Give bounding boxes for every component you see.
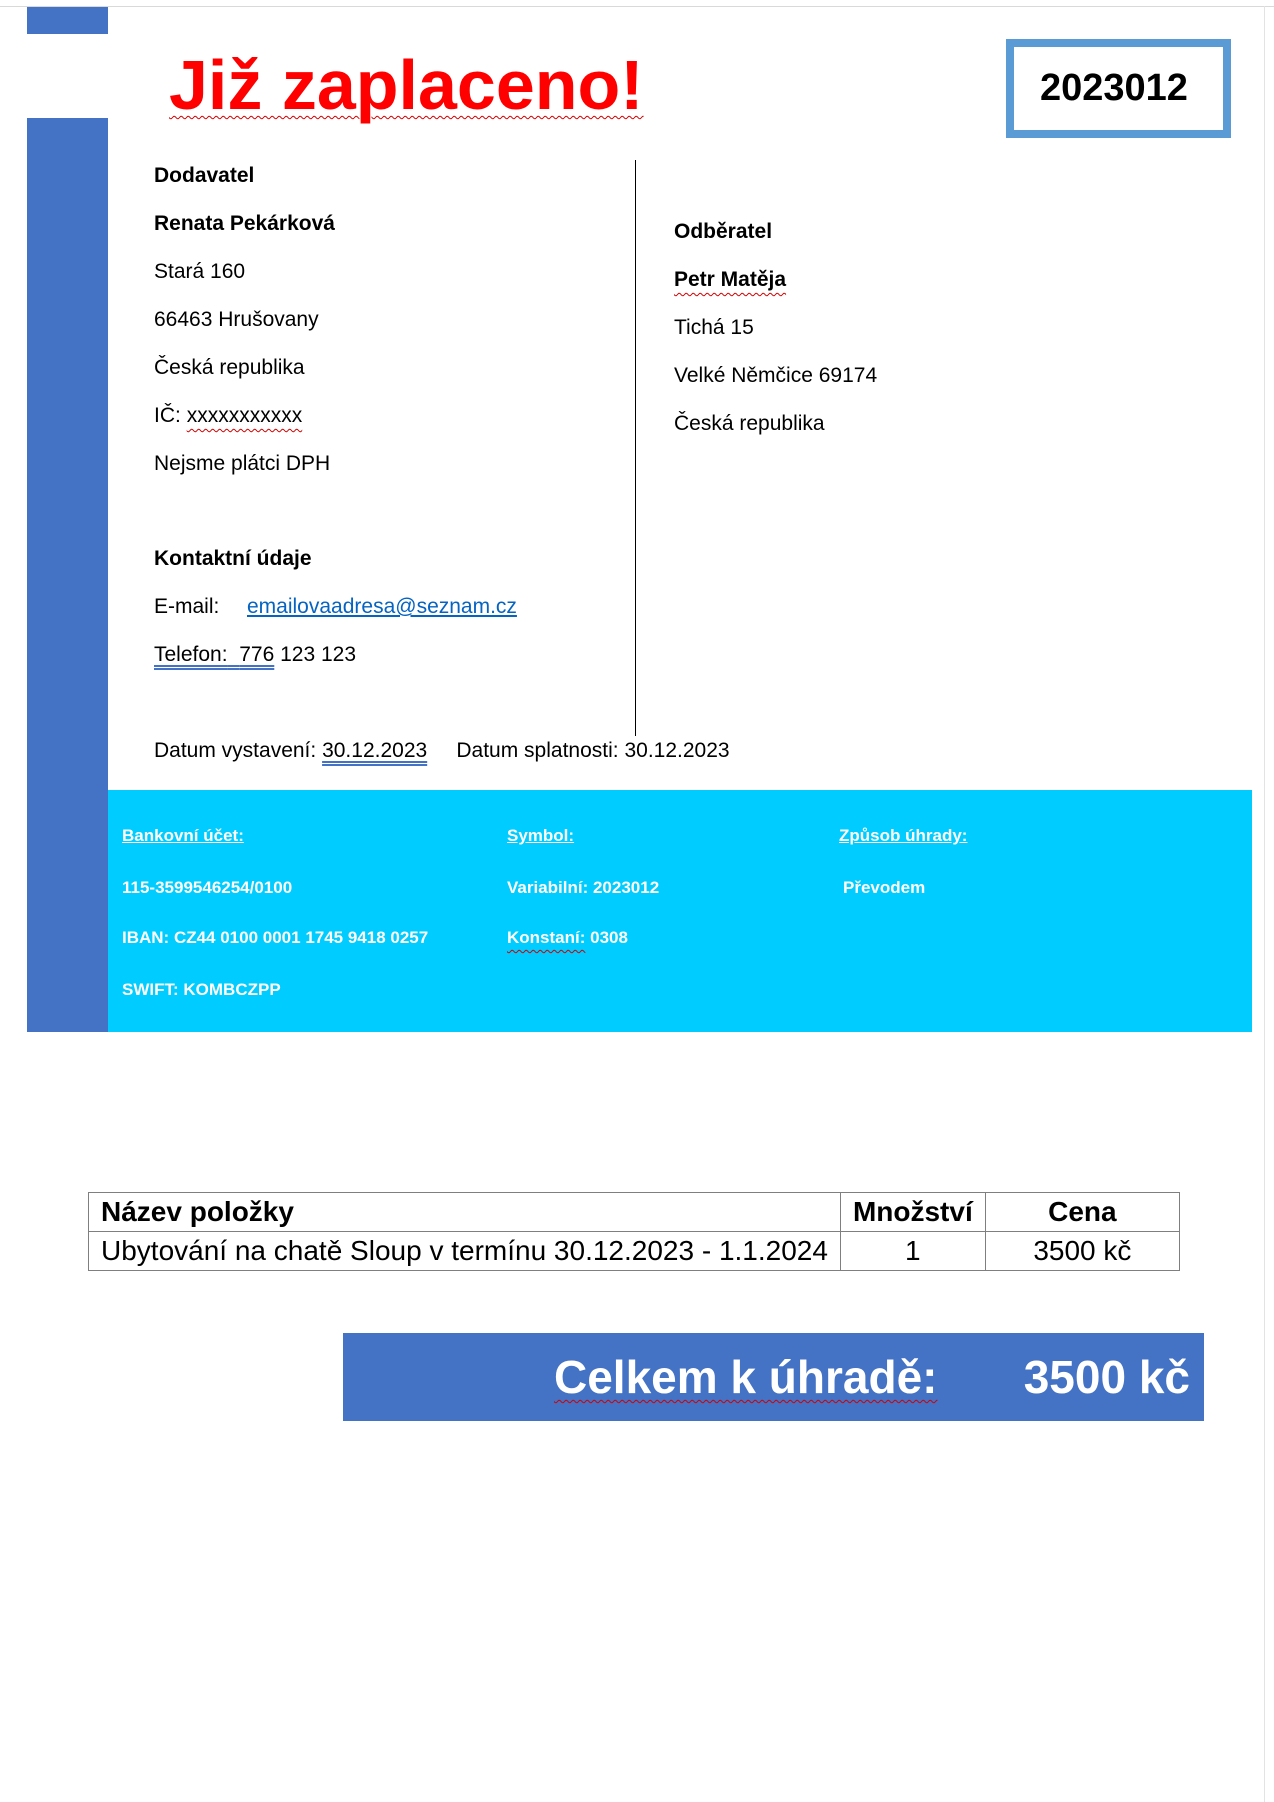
customer-heading: Odběratel (674, 220, 773, 243)
header-item-name: Název položky (89, 1193, 841, 1232)
supplier-heading: Dodavatel (154, 164, 255, 187)
contact-email-label: E-mail: (154, 595, 220, 618)
page-top-edge (0, 6, 1274, 7)
supplier-ic-value: xxxxxxxxxxx (186, 404, 303, 427)
items-table (88, 1192, 1180, 1271)
contact-phone-rest: 123 123 (280, 643, 357, 666)
issue-date (154, 737, 730, 765)
table-row (89, 1232, 1180, 1271)
bank-account-heading: Bankovní účet: (122, 826, 244, 845)
symbol-heading: Symbol: (507, 826, 575, 845)
payment-method-heading: Způsob úhrady: (839, 826, 968, 845)
items-header-row (89, 1193, 1180, 1232)
constant-symbol (507, 926, 628, 950)
due-date-value: 30.12.2023 (624, 739, 730, 762)
customer-country: Česká republika (674, 412, 825, 435)
variable-symbol: Variabilní: 2023012 (507, 878, 660, 897)
header-price: Cena (985, 1193, 1179, 1232)
customer-city: Velké Němčice 69174 (674, 364, 878, 387)
item-name: Ubytování na chatě Sloup v termínu 30.12.2023 - 1.1.2024 (89, 1232, 841, 1271)
supplier-street: Stará 160 (154, 260, 246, 283)
constant-symbol-label: Konstaní: (507, 928, 586, 947)
customer-name: Petr Matěja (674, 268, 787, 291)
invoice-number-box (1006, 39, 1231, 138)
supplier-ic (154, 402, 302, 430)
contact-phone-label: Telefon: 776 (154, 643, 275, 666)
bank-info-panel (108, 790, 1252, 1032)
total-due-banner (343, 1333, 1204, 1421)
paid-status-text: Již zaplaceno! (169, 46, 644, 124)
customer-street: Tichá 15 (674, 316, 754, 339)
left-accent-bar-top (27, 7, 108, 34)
total-due-value: 3500 kč (1023, 1351, 1190, 1403)
paid-status-title (169, 40, 644, 130)
supplier-city: 66463 Hrušovany (154, 308, 319, 331)
invoice-number: 2023012 (1040, 67, 1188, 109)
supplier-vat-note: Nejsme plátci DPH (154, 452, 331, 475)
left-accent-bar (27, 118, 108, 1032)
contact-heading: Kontaktní údaje (154, 547, 312, 570)
constant-symbol-value: 0308 (590, 928, 628, 947)
header-quantity: Množství (840, 1193, 985, 1232)
supplier-country: Česká republika (154, 356, 305, 379)
item-price: 3500 kč (985, 1232, 1179, 1271)
column-divider (635, 160, 636, 736)
contact-phone (154, 641, 356, 669)
contact-phone-prefix: 776 (239, 643, 275, 666)
payment-method: Převodem (843, 878, 926, 897)
item-quantity: 1 (840, 1232, 985, 1271)
page-right-edge (1264, 6, 1265, 1802)
issue-date-value: 30.12.2023 (322, 739, 428, 762)
supplier-name: Renata Pekárková (154, 212, 335, 235)
bank-swift: SWIFT: KOMBCZPP (122, 980, 281, 999)
bank-iban: IBAN: CZ44 0100 0001 1745 9418 0257 (122, 928, 429, 947)
contact-email-link[interactable]: emailovaadresa@seznam.cz (247, 595, 517, 618)
issue-date-label: Datum vystavení: (154, 739, 317, 762)
total-due-label: Celkem k úhradě: (554, 1351, 938, 1403)
bank-account-number: 115-3599546254/0100 (122, 878, 293, 897)
due-date-label: Datum splatnosti: (456, 739, 619, 762)
supplier-ic-label: IČ: (154, 404, 181, 427)
